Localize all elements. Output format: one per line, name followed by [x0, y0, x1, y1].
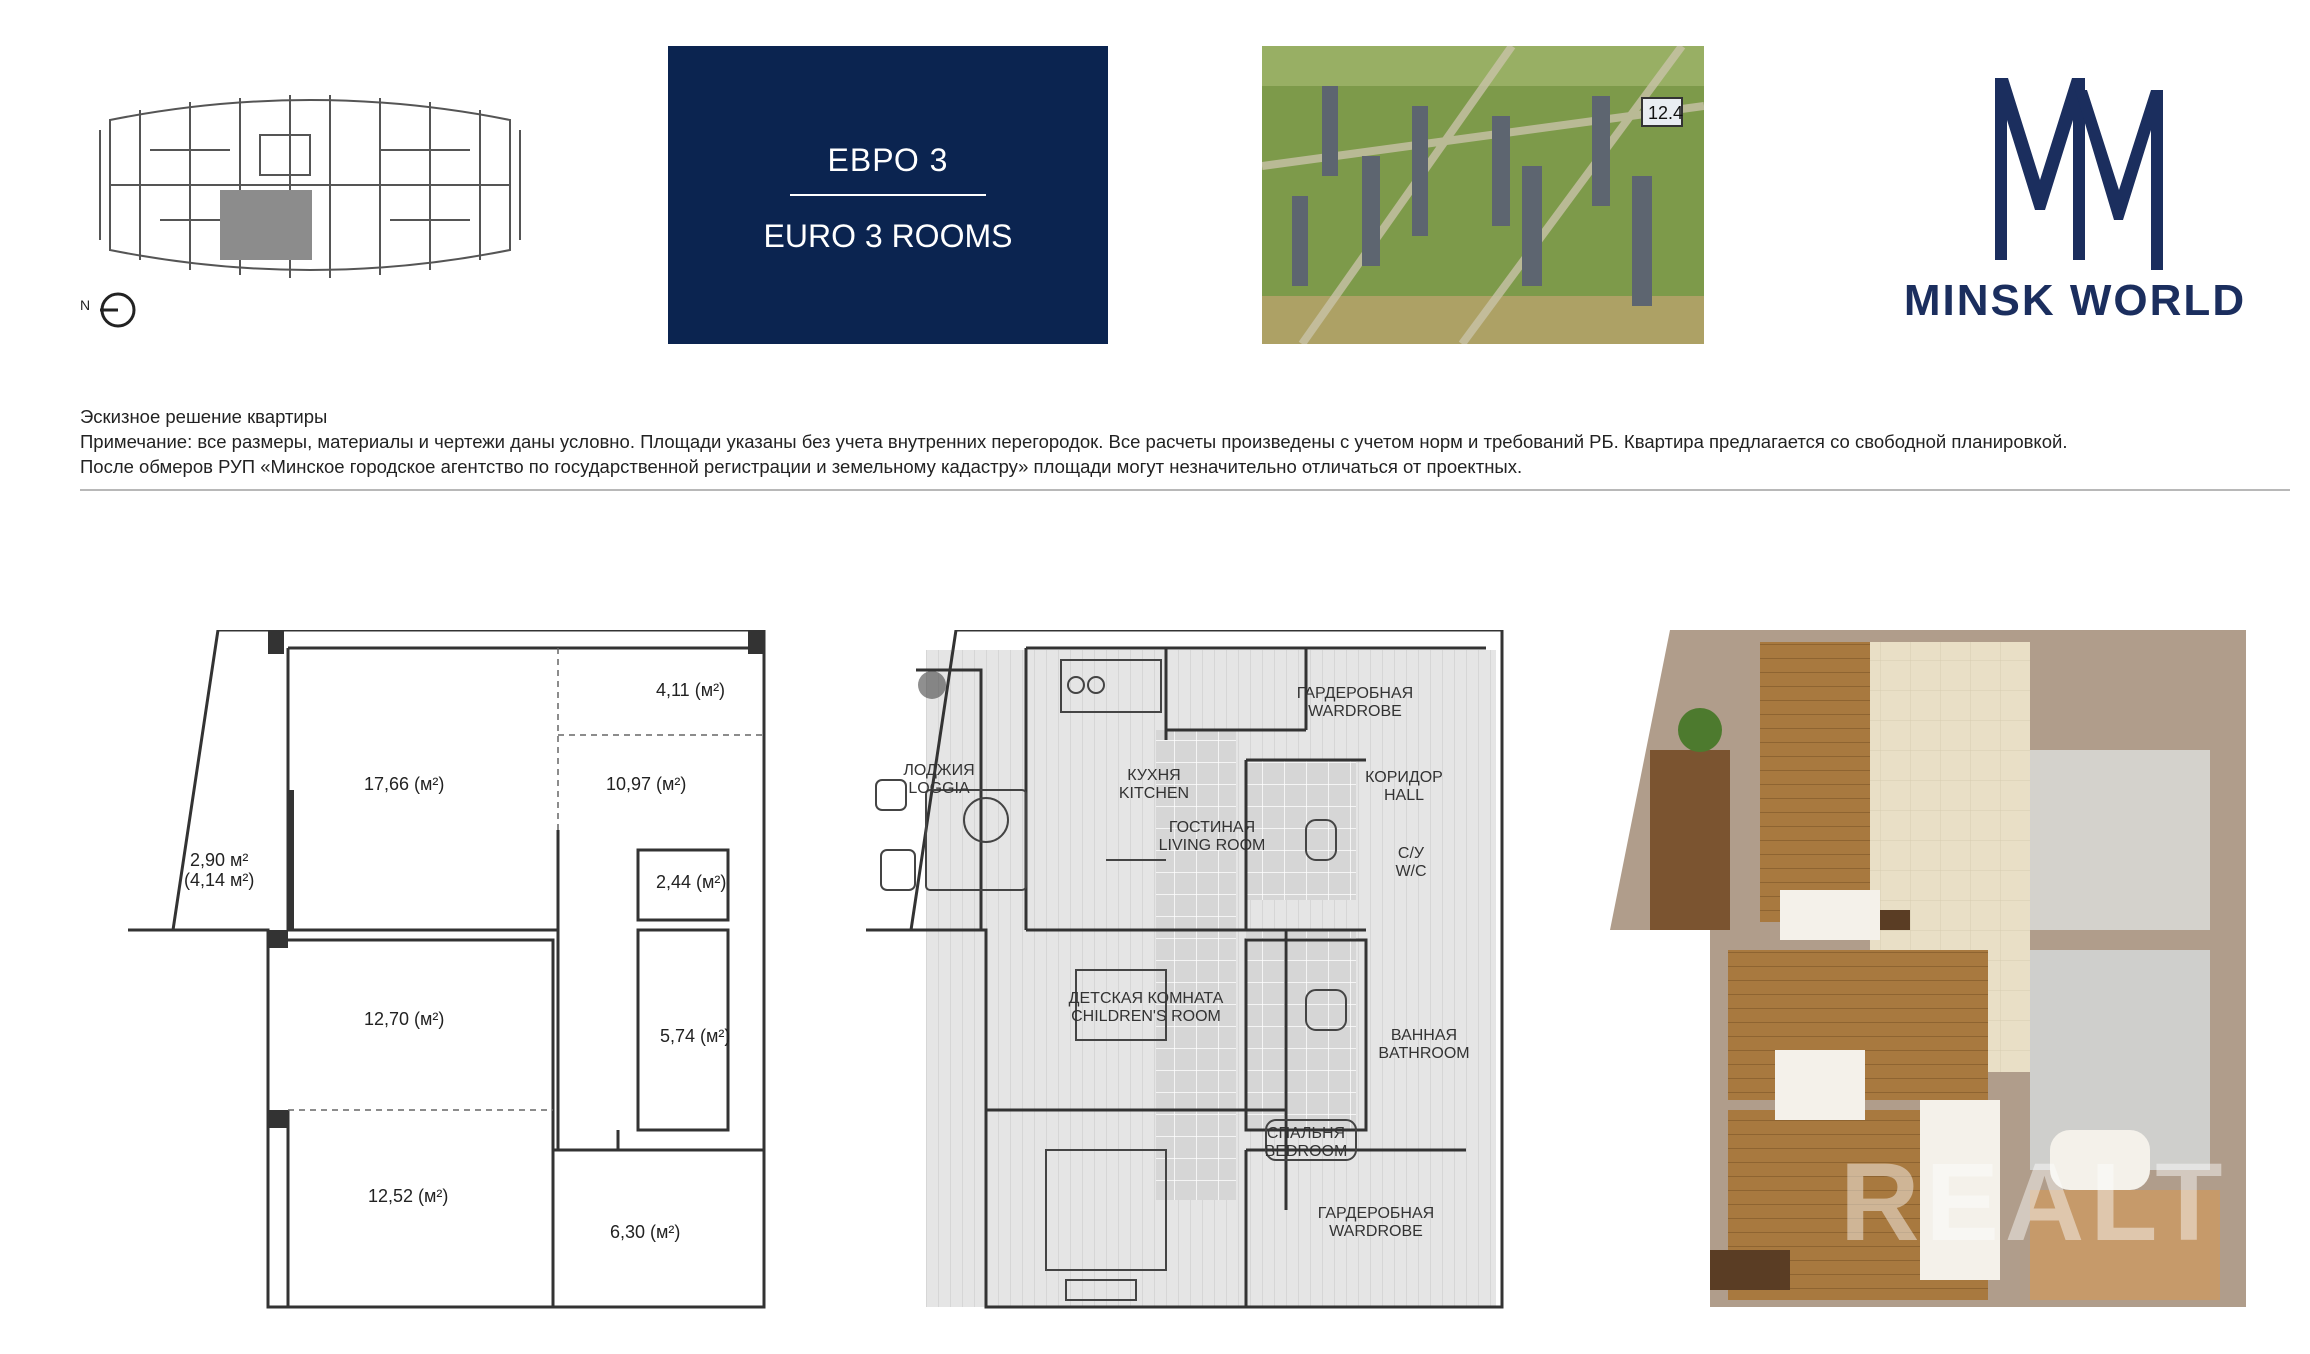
realt-watermark: REALT	[1840, 1141, 2229, 1264]
label-hall-ru: КОРИДОР	[1365, 769, 1443, 786]
label-bath-en: BATHROOM	[1378, 1045, 1470, 1062]
area-bedroom: 12,52 (м²)	[368, 1186, 449, 1206]
area-bathroom: 5,74 (м²)	[660, 1026, 731, 1046]
area-loggia: 2,90 м²	[190, 850, 249, 870]
notes-disclaimer: Примечание: все размеры, материалы и чертежи даны условно. Площади указаны без учета внутренних перегородок. Все расчеты произведены с учетом норм и требований РБ. Квартира предлагается со свободной планировкой.	[80, 431, 2068, 452]
apartment-type-box	[668, 46, 1108, 344]
label-loggia-ru: ЛОДЖИЯ	[903, 762, 975, 779]
title-en: EURO 3 ROOMS	[763, 218, 1013, 254]
label-children-en: CHILDREN'S ROOM	[1071, 1008, 1221, 1025]
label-wardrobe2-ru: ГАРДЕРОБНАЯ	[1317, 1205, 1435, 1222]
notes-measurement: После обмеров РУП «Минское городское агентство по государственной регистрации и земельному кадастру» площади могут незначительно отличаться от проектных.	[80, 456, 1523, 477]
brand-name: MINSK WORLD	[1903, 276, 2247, 325]
label-living-ru: ГОСТИНАЯ	[1168, 819, 1256, 836]
area-hall: 10,97 (м²)	[606, 774, 687, 794]
label-loggia-en: LOGGIA	[908, 780, 970, 797]
furnished-plan	[866, 630, 1506, 1310]
aerial-render-image	[1262, 46, 1704, 344]
divider-rule	[80, 489, 2290, 491]
area-plan	[128, 630, 768, 1310]
label-kitchen-en: KITCHEN	[1118, 785, 1190, 802]
render-plan	[1610, 630, 2260, 1310]
area-wardrobe-bottom: 6,30 (м²)	[610, 1222, 681, 1242]
label-living-en: LIVING ROOM	[1158, 837, 1266, 854]
area-wc: 2,44 (м²)	[656, 872, 727, 892]
title-ru: ЕВРО 3	[827, 142, 949, 178]
label-wardrobe1-en: WARDROBE	[1308, 703, 1402, 720]
area-loggia-full: (4,14 м²)	[184, 870, 255, 890]
aerial-badge: 12.4	[1648, 103, 1684, 123]
label-hall-en: HALL	[1383, 787, 1425, 804]
label-wc-ru: С/У	[1397, 845, 1425, 862]
label-bath-ru: ВАННАЯ	[1390, 1027, 1458, 1044]
label-kitchen-ru: КУХНЯ	[1127, 767, 1181, 784]
minsk-world-logo	[1890, 70, 2260, 330]
label-bedroom-ru: СПАЛЬНЯ	[1266, 1125, 1346, 1142]
notes-block	[80, 404, 2290, 479]
building-key-plan	[80, 70, 540, 350]
notes-title: Эскизное решение квартиры	[80, 406, 328, 427]
area-wardrobe-top: 4,11 (м²)	[656, 680, 726, 700]
area-children: 12,70 (м²)	[364, 1009, 445, 1029]
label-wardrobe2-en: WARDROBE	[1329, 1223, 1423, 1240]
area-living: 17,66 (м²)	[364, 774, 445, 794]
north-label: N	[80, 297, 91, 313]
label-children-ru: ДЕТСКАЯ КОМНАТА	[1068, 990, 1224, 1007]
title-divider	[790, 194, 986, 196]
label-wc-en: W/C	[1395, 863, 1427, 880]
label-wardrobe1-ru: ГАРДЕРОБНАЯ	[1296, 685, 1414, 702]
label-bedroom-en: BEDROOM	[1264, 1143, 1348, 1160]
